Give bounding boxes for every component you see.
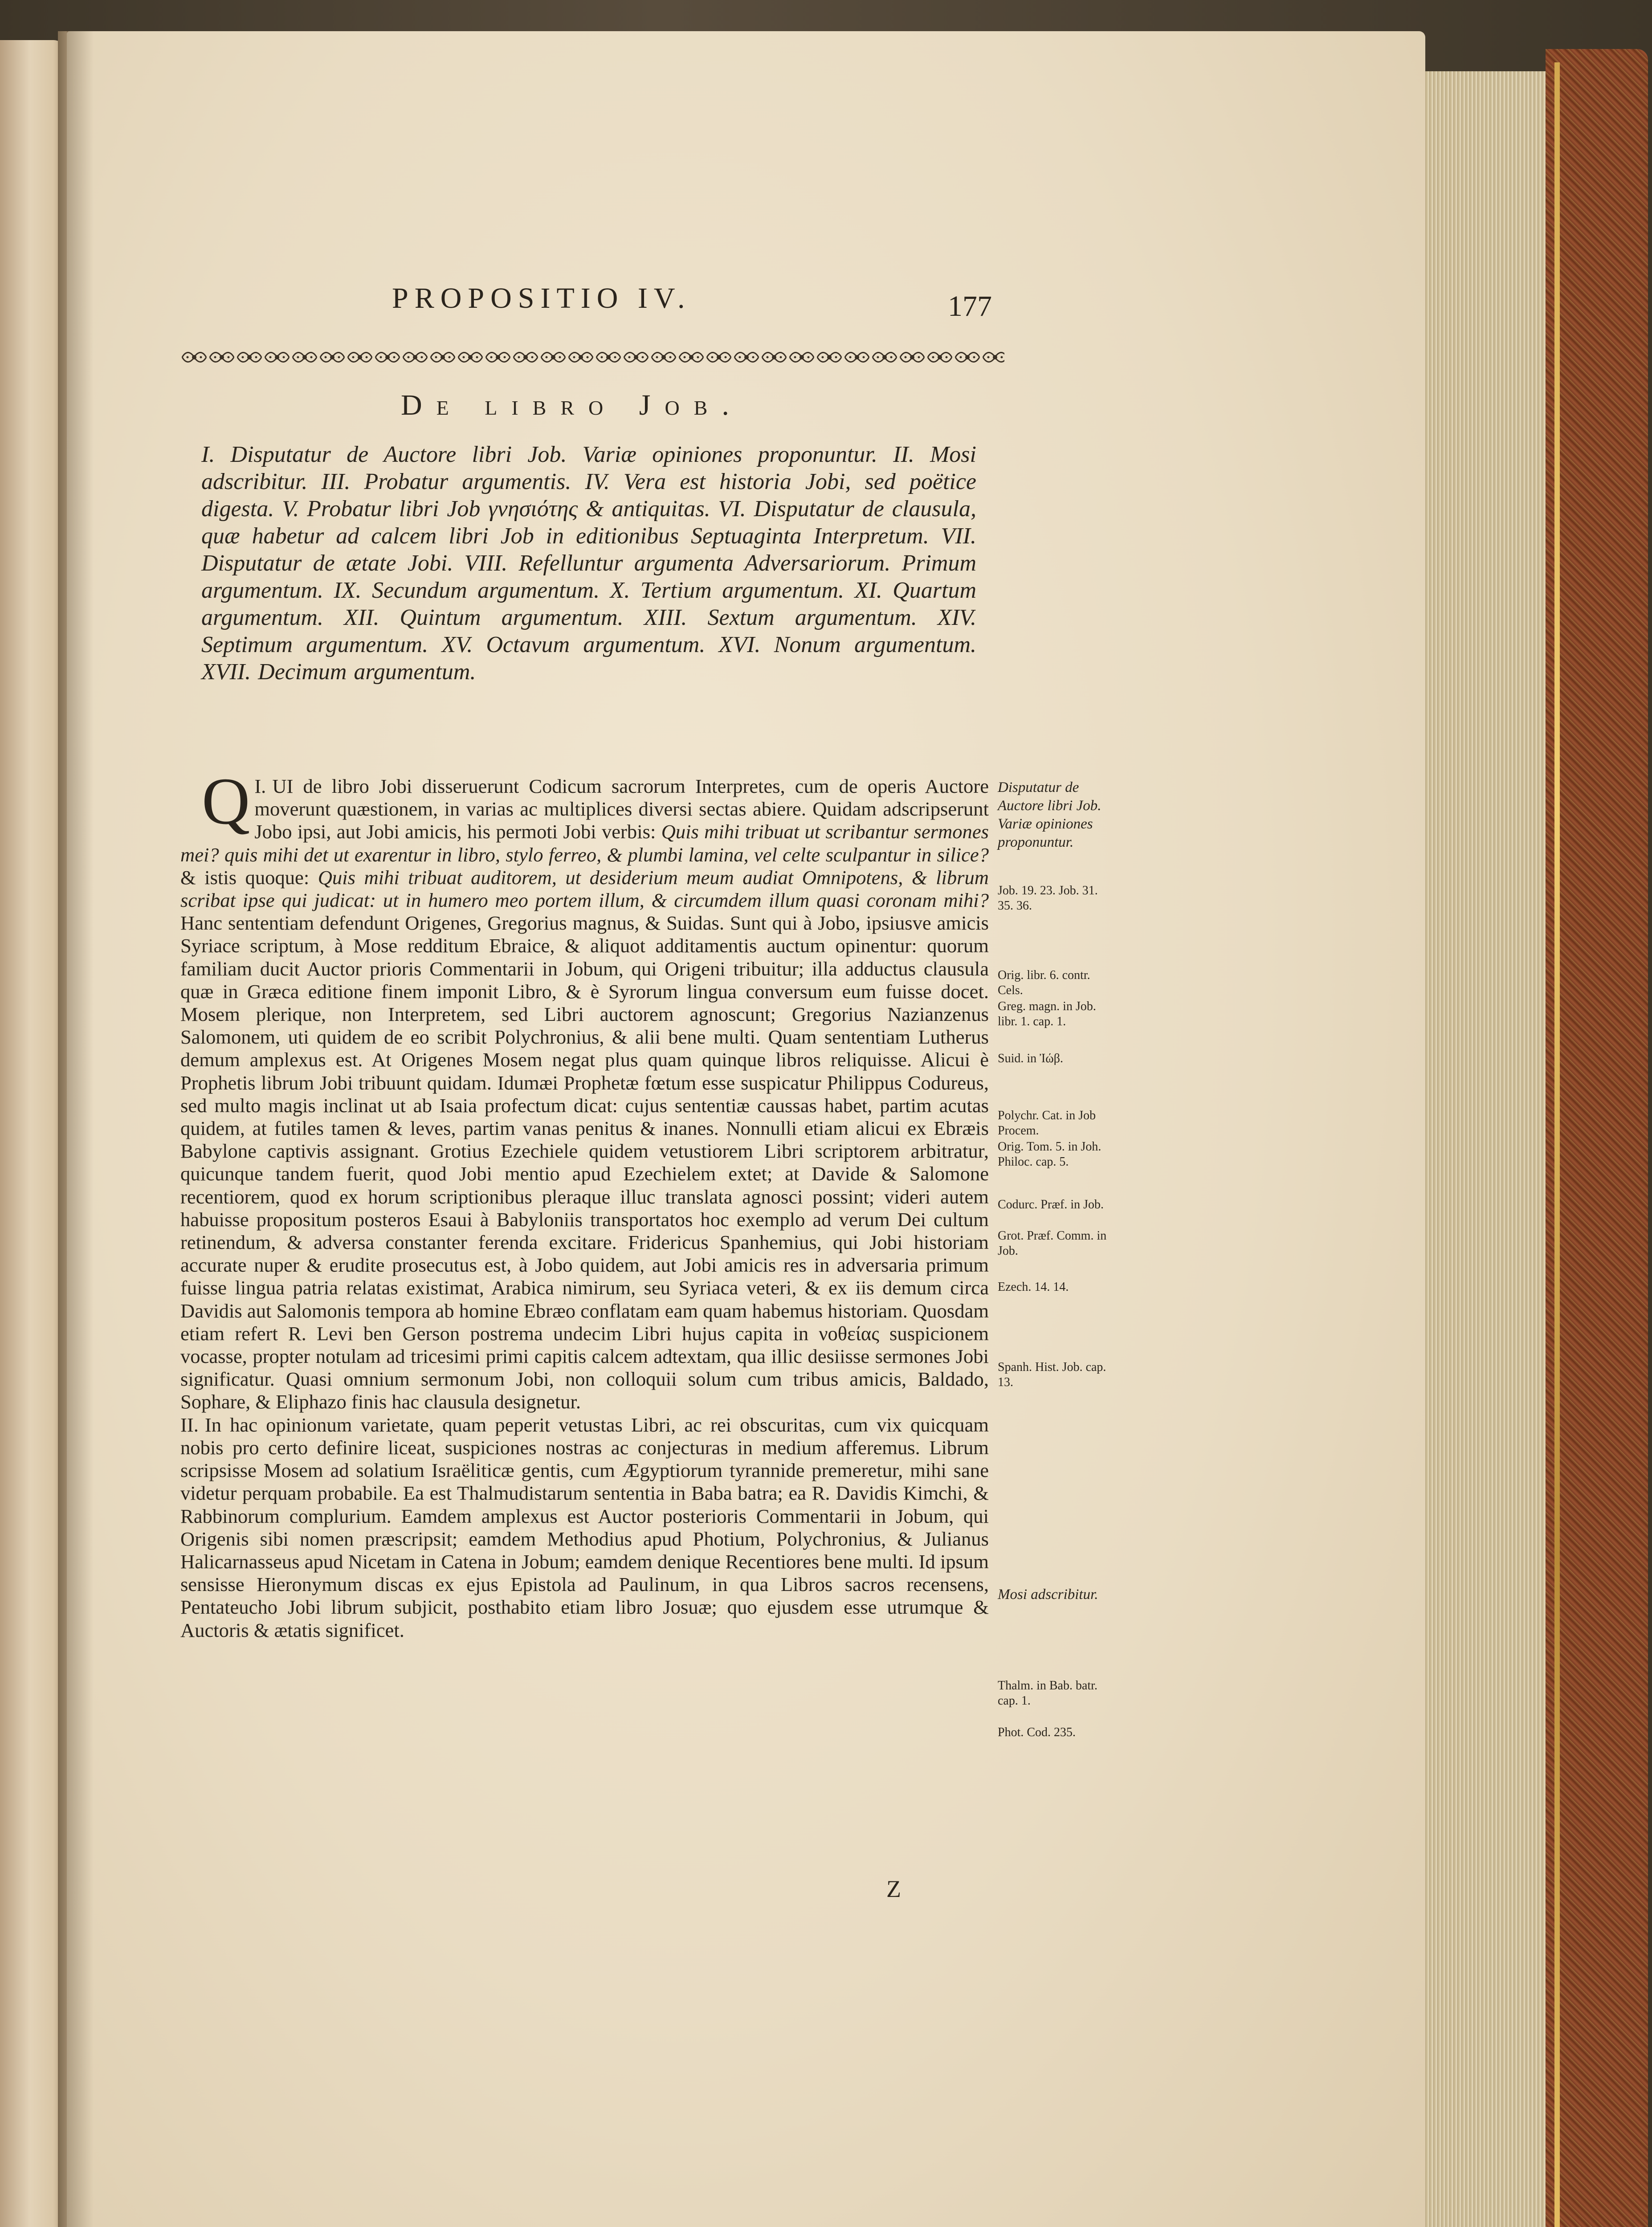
margin-note: Orig. Tom. 5. in Joh. Philoc. cap. 5.	[998, 1140, 1101, 1169]
margin-note: Orig. libr. 6. contr. Cels.	[998, 968, 1090, 997]
page-number: 177	[948, 290, 992, 322]
signature-mark: Z	[886, 1876, 901, 1902]
margin-note: Polychr. Cat. in Job Procem.	[998, 1109, 1096, 1138]
margin-note: Greg. magn. in Job. libr. 1. cap. 1.	[998, 999, 1096, 1028]
scripture-quote-2: Quis mihi tribuat auditorem, ut desiderium meum audiat Omnipotens, & librum scribat ipse qui judicat: ut in humero meo portem illum, & circumdem illum quasi coronam mihi?	[180, 866, 989, 912]
section-2-text: In hac opinionum varietate, quam peperit vetustas Libri, ac rei obscuritas, cum vix quicquam nobis pro certo definire liceat, suspiciones nostras ac conjecturas in medium afferemus. Librum scripsisse Mosem ad solatium Israëliticæ gentis, cum Ægyptiorum tyrannide premeretur, mihi sane videtur perquam probabile. Ea est Thalmudistarum sententia in Baba batra; ea R. Davidis Kimchi, & Rabbinorum complurium. Eamdem amplexus est Auctor posterioris Commentarii in Jobum, qui Origenis sibi nomen præscripsit; eamdem Methodius apud Photium, Polychronius, & Julianus Halicarnasseus apud Nicetam in Catena in Jobum; eamdem denique Recentiores bene multi. Id ipsum sensisse Hieronymum discas ex ejus Epistola ad Paulinum, in qua Libros sacros recensens, Pentateucho Jobi librum subjicit, posthabito etiam libro Josuæ; quo ejusdem esse utrumque & Auctoris & ætatis significet.	[180, 1413, 989, 1641]
margin-note: Phot. Cod. 235.	[998, 1725, 1076, 1739]
section-1-text-b: & istis quoque:	[180, 866, 318, 889]
drop-cap: Q	[202, 764, 250, 838]
section-1-text-a: de libro Jobi disseruerunt Codicum sacrorum Interpretes, cum de operis Auctore moverunt quæstionem, in varias ac multiplices diversi sectas abiere. Quidam adscripserunt Jobo ipsi, aut Jobi amicis, his permoti Jobi verbis:	[254, 775, 989, 843]
printers-ornament	[180, 348, 1004, 366]
margin-note: Job. 19. 23. Job. 31. 35. 36.	[998, 884, 1098, 913]
margin-note: Spanh. Hist. Job. cap. 13.	[998, 1360, 1106, 1389]
margin-note: Disputatur de Auctore libri Job. Variæ opiniones proponuntur.	[998, 779, 1101, 850]
section-1	[180, 764, 989, 1414]
fold-shadow	[67, 31, 94, 2227]
scripture-quote-1: Quis mihi tribuat ut scribantur sermones mei? quis mihi det ut exarentur in libro, stylo ferreo, & plumbi lamina, vel celte sculpantur in silice?	[180, 820, 989, 866]
book-cover-edge	[1546, 49, 1648, 2227]
marginal-notes	[998, 779, 1116, 1892]
main-text	[180, 764, 989, 1642]
margin-note: Ezech. 14. 14.	[998, 1280, 1069, 1294]
page-block-edges	[1423, 71, 1557, 2227]
margin-note: Suid. in Ἰώβ.	[998, 1052, 1063, 1065]
section-2	[180, 1414, 989, 1642]
first-word-rest: UI	[272, 775, 294, 797]
running-head: PROPOSITIO IV.	[392, 282, 691, 314]
margin-note: Grot. Præf. Comm. in Job.	[998, 1229, 1107, 1258]
ornament-band	[180, 348, 1004, 366]
margin-note: Mosi adscribitur.	[998, 1587, 1098, 1603]
section-number: I.	[254, 775, 266, 797]
section-number: II.	[180, 1413, 199, 1436]
margin-note: Thalm. in Bab. batr. cap. 1.	[998, 1679, 1097, 1708]
section-1-text-c: Hanc sententiam defendunt Origenes, Gregorius magnus, & Suidas. Sunt qui à Jobo, ipsiusve amicis Syriace scriptum, à Mose redditum Ebraice, & aliquot additamentis auctum opinentur: quorum familiam ducit Auctor prioris Commentarii in Jobum, qui Origeni tribuitur; illa adductus clausula quæ in Græca editione finem imponit Libro, & è Syrorum lingua conversum eum fuisse docet. Mosem plerique, non Interpretem, sed Libri auctorem agnoscunt; Gregorius Nazianzenus Salomonem, uti quidem de eo scribit Polychronius, & alii bene multi. Quam sententiam Lutherus demum amplexus est. At Origenes Mosem negat plus quam quinque libros reliquisse. Alicui è Prophetis librum Jobi tribuunt quidam. Idumæi Prophetæ fœtum esse suspicatur Philippus Codureus, sed multo magis inclinat ut ab Isaia profectum dicat: cujus sententiæ caussas habet, partim acutas quidem, at futiles tamen & leves, partim vanas penitus & inanes. Nonnulli etiam alicui ex Ebræis Babylone captivis assignant. Grotius Ezechiele quidem vetustiorem Libri scriptorem arbitratur, quicunque tandem fuerit, quod Jobi mentio apud Ezechielem extet; at Davide & Salomone recentiorem, quod ex horum scriptionibus pleraque illuc translata agnosci possint; videri autem habuisse propositum posteros Esaui à Babyloniis transportatos hoc exemplo ad verum Dei cultum retinendum, & adversa constanter ferenda excitare. Fridericus Spanhemius, qui Jobi historiam accurate nuper & erudite prosecutus est, à Jobo quidem, aut Jobi amicis res in adversaria primum fuisse lingua patria relatas existimat, Arabica nimirum, seu Syriaca veteri, & ex iis demum circa Davidis aut Salomonis tempora ab homine Ebræo conflatam eam quam habemus historiam. Quosdam etiam refert R. Levi ben Gerson postrema undecim Libri hujus capita in νοθείας suspicionem vocasse, propter notulam ad tricesimi primi capitis calcem adtextam, qua illic desiisse sermones Jobi significatur. Quasi omnium sermonum Jobi, non colloquii solum cum tribus amicis, Baldado, Sophare, & Eliphazo finis hac clausula designetur.	[180, 912, 989, 1413]
facing-page-edge	[0, 40, 67, 2227]
chapter-summary: I. Disputatur de Auctore libri Job. Variæ opiniones proponuntur. II. Mosi adscribitur. III. Probatur argumentis. IV. Vera est historia Jobi, sed poëtice digesta. V. Probatur libri Job γνησιότης & antiquitas. VI. Disputatur de clausula, quæ habetur ad calcem libri Job in editionibus Septuaginta Interpretum. VII. Disputatur de ætate Jobi. VIII. Refelluntur argumenta Adversariorum. Primum argumentum. IX. Secundum argumentum. X. Tertium argumentum. XI. Quartum argumentum. XII. Quintum argumentum. XIII. Sextum argumentum. XIV. Septimum argumentum. XV. Octavum argumentum. XVI. Nonum argumentum. XVII. Decimum argumentum.	[201, 442, 976, 685]
margin-note: Codurc. Præf. in Job.	[998, 1198, 1104, 1211]
gilt-tooling	[1554, 62, 1560, 2227]
chapter-title: De libro Job.	[401, 389, 743, 421]
